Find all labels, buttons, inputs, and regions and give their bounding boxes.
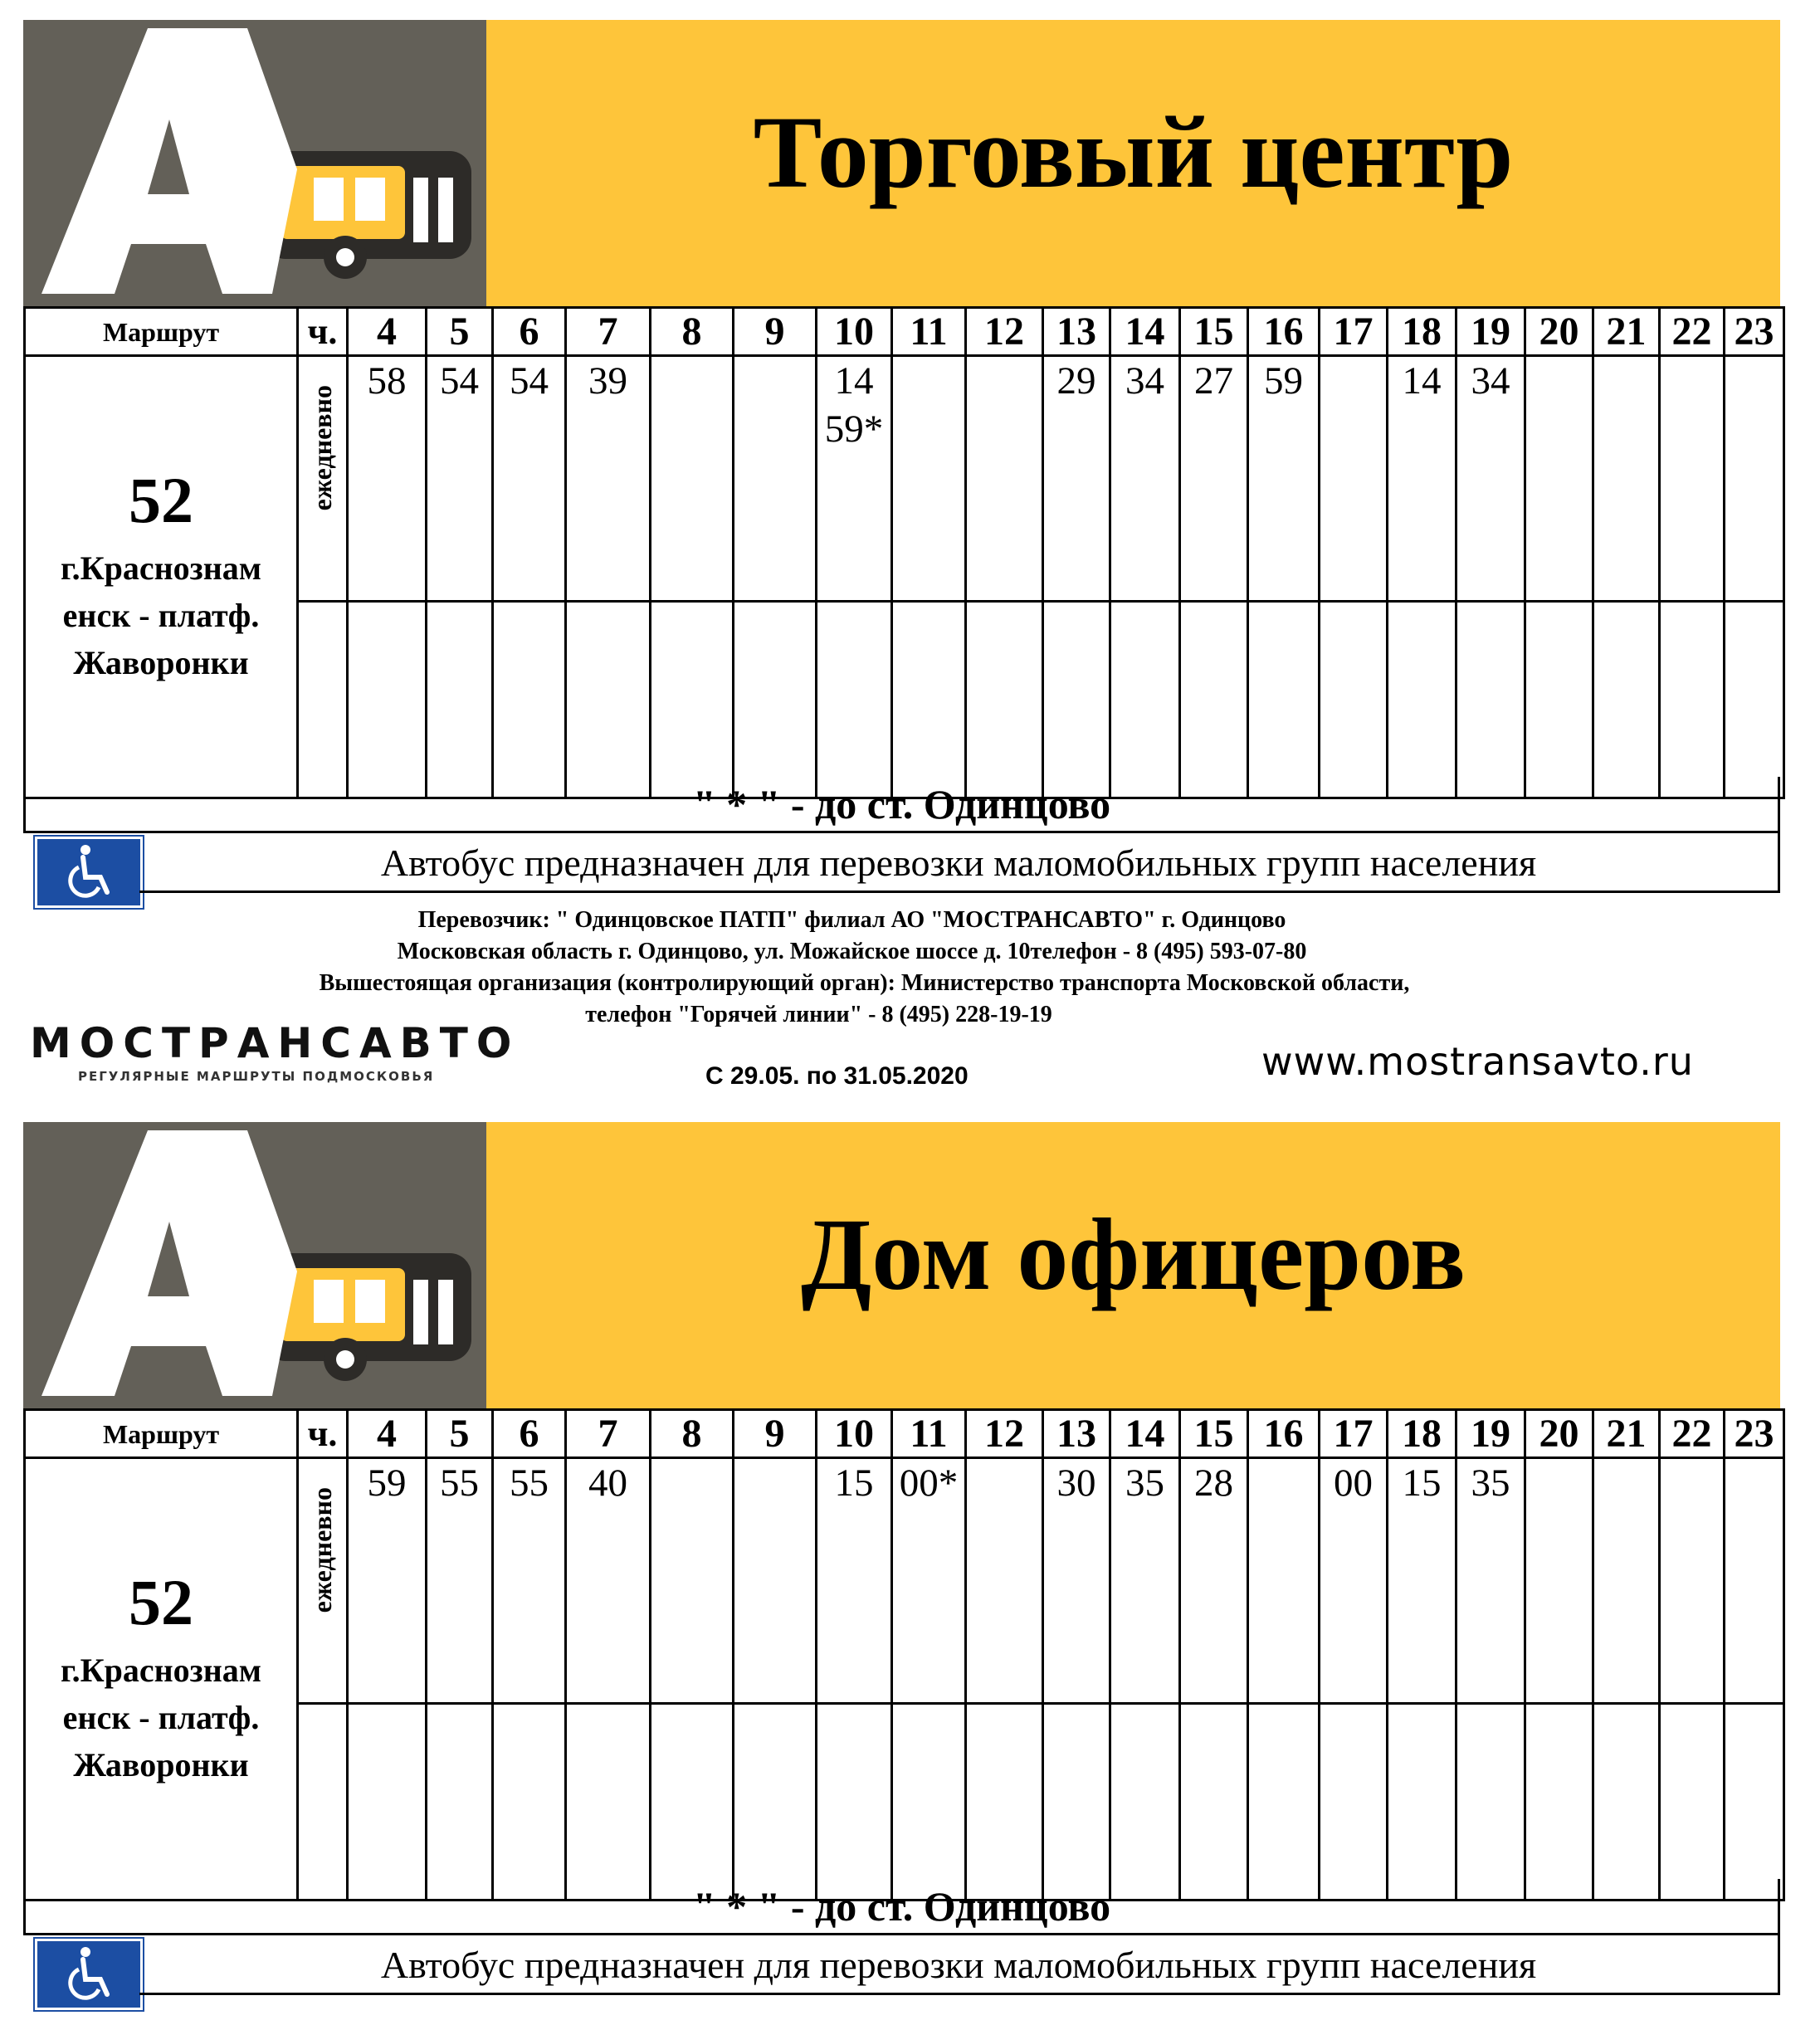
minute-cell <box>1725 1458 1784 1704</box>
hour-cell: 8 <box>651 308 734 356</box>
empty-cell <box>1725 602 1784 798</box>
empty-cell <box>1456 1704 1525 1901</box>
wheelchair-icon <box>35 1939 143 2010</box>
brand-name: МОСТРАНСАВТО <box>30 1019 520 1067</box>
hour-cell: 4 <box>348 308 427 356</box>
route-number: 52 <box>129 463 193 536</box>
empty-cell <box>1593 1704 1660 1901</box>
empty-cell <box>734 1704 817 1901</box>
minute-cell <box>1525 356 1593 602</box>
hour-cell: 15 <box>1180 308 1248 356</box>
timetable <box>23 306 1780 799</box>
empty-cell <box>1110 602 1180 798</box>
validity-dates: С 29.05. по 31.05.2020 <box>705 1062 969 1090</box>
days-cell <box>298 356 348 602</box>
departures-row <box>25 356 1784 602</box>
empty-cell <box>892 602 966 798</box>
empty-cell <box>1248 602 1320 798</box>
empty-cell <box>1525 1704 1593 1901</box>
empty-cell <box>493 602 566 798</box>
hour-cell: 17 <box>1320 308 1388 356</box>
accessibility-line <box>23 833 1780 893</box>
empty-cell <box>566 1704 651 1901</box>
minute-cell: 39 <box>566 356 651 602</box>
hour-cell: 23 <box>1725 308 1784 356</box>
route-name <box>26 544 296 686</box>
minute-cell <box>1660 1458 1725 1704</box>
minute-cell <box>892 356 966 602</box>
stop-title: Дом офицеров <box>801 1197 1466 1311</box>
website-link[interactable]: www.mostransavto.ru <box>1261 1039 1694 1084</box>
hour-cell: 18 <box>1388 308 1456 356</box>
hour-cell: 14 <box>1110 308 1180 356</box>
minute-cell <box>734 1458 817 1704</box>
empty-cell <box>1660 602 1725 798</box>
stop-title-box <box>486 20 1780 306</box>
route-number: 52 <box>129 1565 193 1638</box>
bus-logo <box>23 20 486 306</box>
hour-cell: 18 <box>1388 1410 1456 1458</box>
stop-title-box <box>486 1122 1780 1408</box>
timetable <box>23 1408 1780 1901</box>
empty-cell <box>1248 1704 1320 1901</box>
minute-cell: 59 <box>348 1458 427 1704</box>
empty-cell <box>1456 602 1525 798</box>
empty-cell <box>1525 602 1593 798</box>
hour-cell: 17 <box>1320 1410 1388 1458</box>
hour-cell: 8 <box>651 1410 734 1458</box>
empty-cell <box>734 602 817 798</box>
empty-cell <box>1180 602 1248 798</box>
hour-cell: 22 <box>1660 1410 1725 1458</box>
minute-cell: 35 <box>1456 1458 1525 1704</box>
hour-cell: 21 <box>1593 308 1660 356</box>
route-name-line: г.Краснознам <box>60 549 262 587</box>
empty-cell <box>1043 602 1110 798</box>
empty-cell <box>348 1704 427 1901</box>
minute-cell: 00 <box>1320 1458 1388 1704</box>
minute-cell: 28 <box>1180 1458 1248 1704</box>
minute-cell: 59 <box>1248 356 1320 602</box>
days-label: ежедневно <box>307 385 337 511</box>
minute-cell <box>651 1458 734 1704</box>
empty-cell <box>1180 1704 1248 1901</box>
hour-cell: 5 <box>427 1410 493 1458</box>
hour-cell: 12 <box>966 308 1043 356</box>
empty-cell <box>966 602 1043 798</box>
empty-cell <box>1388 602 1456 798</box>
carrier-line: Московская область г. Одинцово, ул. Можайское шоссе д. 10телефон - 8 (495) 593-07-80 <box>397 939 1307 964</box>
empty-cell <box>1110 1704 1180 1901</box>
minute-cell: 54 <box>493 356 566 602</box>
route-name-line: енск - платф. <box>62 1698 260 1736</box>
empty-cell <box>427 602 493 798</box>
minute-cell: 00* <box>892 1458 966 1704</box>
hour-cell: 14 <box>1110 1410 1180 1458</box>
hour-cell: 5 <box>427 308 493 356</box>
hour-cell: 21 <box>1593 1410 1660 1458</box>
minute-cell: 34 <box>1456 356 1525 602</box>
hour-cell: 10 <box>817 308 892 356</box>
route-label: Маршрут <box>25 308 298 356</box>
minute-cell <box>1725 356 1784 602</box>
hour-cell: 19 <box>1456 1410 1525 1458</box>
hour-label: ч. <box>298 1410 348 1458</box>
empty-cell <box>1388 1704 1456 1901</box>
days-cell <box>298 1458 348 1704</box>
bus-logo <box>23 1122 486 1408</box>
minute-cell <box>966 1458 1043 1704</box>
minute-cell <box>1248 1458 1320 1704</box>
minute-cell <box>1320 356 1388 602</box>
minute-cell <box>966 356 1043 602</box>
empty-cell <box>817 1704 892 1901</box>
empty-cell <box>493 1704 566 1901</box>
hour-cell: 6 <box>493 1410 566 1458</box>
hours-header-row <box>25 1410 1784 1458</box>
empty-cell <box>1320 602 1388 798</box>
hour-cell: 19 <box>1456 308 1525 356</box>
empty-cell <box>348 602 427 798</box>
accessibility-text: Автобус предназначен для перевозки маломобильных групп населения <box>139 833 1780 893</box>
minute-cell: 55 <box>427 1458 493 1704</box>
footnote: " * " - до ст. Одинцово <box>23 1879 1780 1935</box>
carrier-info <box>0 905 1820 1031</box>
schedule-header <box>23 20 1780 306</box>
minute-cell: 35 <box>1110 1458 1180 1704</box>
route-name-line: Жаворонки <box>73 1745 249 1783</box>
minute-cell <box>1593 356 1660 602</box>
brand-tagline: РЕГУЛЯРНЫЕ МАРШРУТЫ ПОДМОСКОВЬЯ <box>78 1069 435 1084</box>
hour-cell: 9 <box>734 1410 817 1458</box>
empty-cell <box>892 1704 966 1901</box>
minute-cell: 29 <box>1043 356 1110 602</box>
accessibility-line <box>23 1935 1780 1995</box>
minute-cell: 14 59* <box>817 356 892 602</box>
empty-cell <box>1043 1704 1110 1901</box>
hour-cell: 23 <box>1725 1410 1784 1458</box>
hour-cell: 20 <box>1525 308 1593 356</box>
minute-cell <box>1660 356 1725 602</box>
route-name-line: г.Краснознам <box>60 1651 262 1689</box>
schedule-header <box>23 1122 1780 1408</box>
stop-title: Торговый центр <box>753 95 1514 209</box>
days-label: ежедневно <box>307 1487 337 1613</box>
empty-cell <box>1593 602 1660 798</box>
carrier-line: телефон "Горячей линии" - 8 (495) 228-19-19 <box>585 1002 1052 1027</box>
hour-cell: 9 <box>734 308 817 356</box>
empty-cell <box>298 602 348 798</box>
departures-row <box>25 1458 1784 1704</box>
route-name-line: енск - платф. <box>62 596 260 634</box>
empty-cell <box>1725 1704 1784 1901</box>
route-label: Маршрут <box>25 1410 298 1458</box>
hour-cell: 11 <box>892 308 966 356</box>
hours-header-row <box>25 308 1784 356</box>
hour-cell: 6 <box>493 308 566 356</box>
empty-cell <box>966 1704 1043 1901</box>
footnote: " * " - до ст. Одинцово <box>23 777 1780 833</box>
minute-cell <box>651 356 734 602</box>
accessibility-text: Автобус предназначен для перевозки маломобильных групп населения <box>139 1935 1780 1995</box>
hour-cell: 16 <box>1248 1410 1320 1458</box>
minute-cell <box>1525 1458 1593 1704</box>
empty-cell <box>651 1704 734 1901</box>
hour-cell: 7 <box>566 1410 651 1458</box>
minute-cell: 27 <box>1180 356 1248 602</box>
minute-cell: 55 <box>493 1458 566 1704</box>
empty-cell <box>651 602 734 798</box>
minute-cell: 40 <box>566 1458 651 1704</box>
wheelchair-icon <box>35 837 143 908</box>
minute-cell <box>1593 1458 1660 1704</box>
route-name <box>26 1647 296 1788</box>
route-cell <box>25 1458 298 1901</box>
minute-cell: 14 <box>1388 356 1456 602</box>
minute-cell: 58 <box>348 356 427 602</box>
hour-cell: 12 <box>966 1410 1043 1458</box>
hour-cell: 16 <box>1248 308 1320 356</box>
empty-cell <box>817 602 892 798</box>
hour-cell: 13 <box>1043 308 1110 356</box>
minute-cell: 54 <box>427 356 493 602</box>
hour-cell: 10 <box>817 1410 892 1458</box>
brand-logo <box>30 1019 520 1084</box>
route-name-line: Жаворонки <box>73 643 249 681</box>
minute-cell: 34 <box>1110 356 1180 602</box>
hour-cell: 15 <box>1180 1410 1248 1458</box>
empty-cell <box>298 1704 348 1901</box>
hour-cell: 11 <box>892 1410 966 1458</box>
empty-cell <box>427 1704 493 1901</box>
route-cell <box>25 356 298 798</box>
hour-cell: 13 <box>1043 1410 1110 1458</box>
empty-cell <box>566 602 651 798</box>
bus-a-icon <box>23 20 486 306</box>
hour-cell: 20 <box>1525 1410 1593 1458</box>
minute-cell: 15 <box>817 1458 892 1704</box>
bus-a-icon <box>23 1122 486 1408</box>
minute-cell <box>734 356 817 602</box>
hour-cell: 22 <box>1660 308 1725 356</box>
empty-cell <box>1320 1704 1388 1901</box>
empty-cell <box>1660 1704 1725 1901</box>
hour-cell: 4 <box>348 1410 427 1458</box>
hour-cell: 7 <box>566 308 651 356</box>
carrier-line: Перевозчик: " Одинцовское ПАТП" филиал АО "МОСТРАНСАВТО" г. Одинцово <box>417 907 1286 933</box>
minute-cell: 15 <box>1388 1458 1456 1704</box>
hour-label: ч. <box>298 308 348 356</box>
carrier-line: Вышестоящая организация (контролирующий орган): Министерство транспорта Московской области, <box>319 970 1410 996</box>
minute-cell: 30 <box>1043 1458 1110 1704</box>
